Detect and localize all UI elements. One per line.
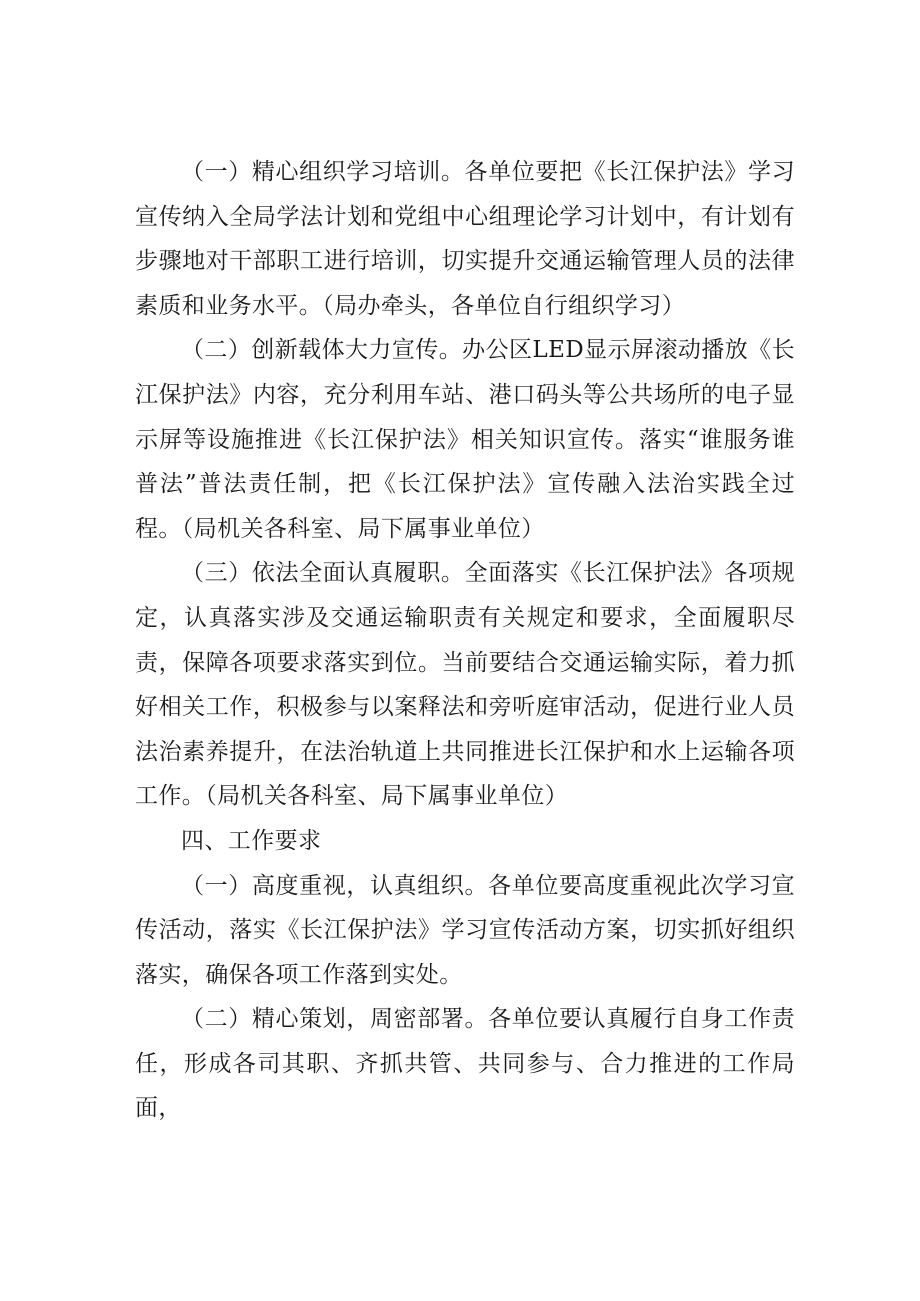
document-page [135,150,795,1131]
paragraph-high-attention: （一）高度重视，认真组织。各单位要高度重视此次学习宣传活动，落实《长江保护法》学习宣传活动方案，切实抓好组织落实，确保各项工作落到实处。 [135,872,795,988]
section-heading-work-requirements: 四、工作要求 [181,827,322,854]
paragraph-study-training: （一）精心组织学习培训。各单位要把《长江保护法》学习宣传纳入全局学法计划和党组中心组理论学习计划中，有计划有步骤地对干部职工进行培训，切实提升交通运输管理人员的法律素质和业务水平。（局办牵头，各单位自行组织学习） [135,159,795,319]
paragraph-innovative-publicity: （二）创新载体大力宣传。办公区LED显示屏滚动播放《长江保护法》内容，充分利用车站、港口码头等公共场所的电子显示屏等设施推进《长江保护法》相关知识宣传。落实“谁服务谁普法”普法责任制，把《长江保护法》宣传融入法治实践全过程。（局机关各科室、局下属事业单位） [135,337,795,542]
paragraph-careful-planning: （二）精心策划，周密部署。各单位要认真履行自身工作责任，形成各司其职、齐抓共管、共同参与、合力推进的工作局面， [135,1006,795,1122]
paragraph-perform-duties: （三）依法全面认真履职。全面落实《长江保护法》各项规定，认真落实涉及交通运输职责有关规定和要求，全面履职尽责，保障各项要求落实到位。当前要结合交通运输实际，着力抓好相关工作，积极参与以案释法和旁听庭审活动，促进行业人员法治素养提升，在法治轨道上共同推进长江保护和水上运输各项工作。（局机关各科室、局下属事业单位） [135,560,795,810]
